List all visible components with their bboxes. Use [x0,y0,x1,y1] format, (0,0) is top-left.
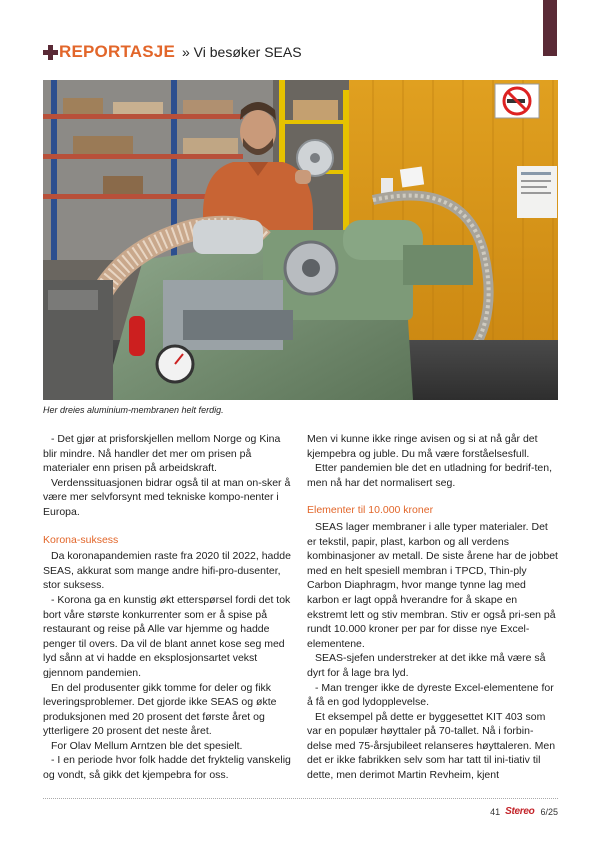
issue-number: 6/25 [540,806,558,817]
paragraph: SEAS-sjefen understreker at det ikke må være så dyrt for å lage bra lyd. [307,652,546,679]
section-header [43,41,302,63]
article-column-right [307,432,558,783]
paragraph: - I en periode hvor folk hadde det fryktelig vanskelig og vondt, så gikk det kjempebra for oss. [43,754,291,782]
paragraph: Et eksempel på dette er byggesettet KIT 403 som var en populær høyttaler på 70-tallet. Nå i forbin-delse med 75-årsjubileet relanseres høyttaleren. Men det er ikke fabrikken selv som har tatt til ini-tiativ til dette, men derimot Martin Revheim, kjent [307,710,556,782]
section-subtitle: » Vi besøker SEAS [182,44,302,60]
paragraph: - Det gjør at prisforskjellen mellom Norge og Kina blir mindre. Nå handler det mer om prisen på materialer enn prisen på arbeidskraft. [43,433,281,475]
corner-color-bar [543,0,557,56]
paragraph: En del produsenter gikk tomme for deler og fikk leveringsproblemer. Det gjorde ikke SEAS og økte produksjonen med 20 prosent det første året og ytterligere 20 prosent det neste året. [43,681,277,738]
page-footer [490,806,558,817]
workshop-photo-illustration [43,80,558,400]
article-column-left [43,432,294,783]
workshop-photo [43,80,558,400]
paragraph: Da koronapandemien raste fra 2020 til 2022, hadde SEAS, akkurat som mange andre hifi-pro-dusenter, stor suksess. [43,550,291,592]
photo-caption: Her dreies aluminium-membranen helt ferdig. [43,405,224,415]
page-number: 41 [490,806,501,817]
section-tag: REPORTASJE [59,42,175,61]
plus-icon [43,45,58,60]
paragraph: Etter pandemien ble det en utladning for bedrif-ten, men nå har det normalisert seg. [307,462,552,489]
paragraph: SEAS lager membraner i alle typer materialer. Det er tekstil, papir, plast, karbon og all verdens kombinasjoner av metall. De siste årene har de jobbet med en helt spesiell membran i TPCD, Thin-ply Carbon Diaphragm, hvor mange tynne lag med karbon er lagt oppå hverandre for å skape en ekstremt lett og stiv membran. Stiv er også pri-sen på rundt 10.000 kroner per par for disse nye Excel-elementene. [307,520,558,650]
subheading-korona: Korona-suksess [43,533,119,546]
footer-divider [43,798,558,799]
subheading-elementer: Elementer til 10.000 kroner [307,504,434,517]
paragraph: Men vi kunne ikke ringe avisen og si at nå går det kjempebra og juble. Du må være forståelsesfull. [307,433,538,460]
paragraph: For Olav Mellum Arntzen ble det spesielt. [51,739,243,752]
paragraph: - Korona ga en kunstig økt etterspørsel fordi det tok bort våre største konkurrenter som er å spise på restaurant og reise på Alle var hjemme og hadde penger til overs. Da vil de blant annet kose seg med lyd sånn at vi hadde en eksplosjonsartet vekst gjennom pandemien. [43,593,291,679]
paragraph: Verdenssituasjonen bidrar også til at man on-sker å være mer selvforsynt med tekniske kompo-nenter i Europa. [43,476,291,518]
stereo-logo: Stereo [505,806,535,817]
no-smoking-sign-icon [495,84,539,118]
paragraph: - Man trenger ikke de dyreste Excel-elementene for å få en god lydopplevelse. [307,681,554,709]
